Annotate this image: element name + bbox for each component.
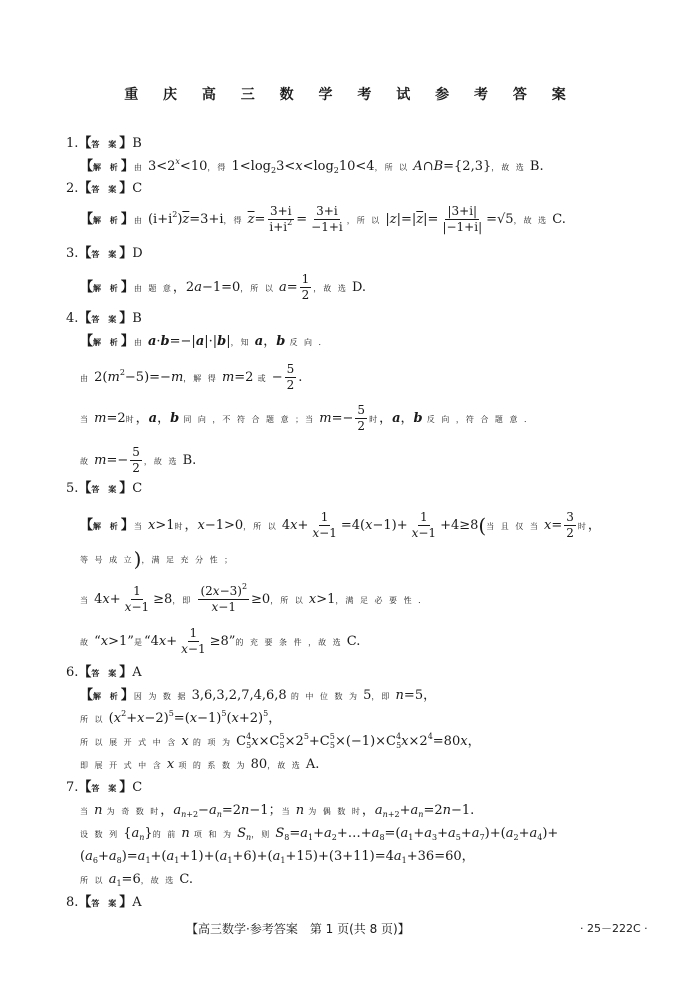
question-2-answer-line: 2.【答 案】C — [66, 181, 143, 196]
question-7-answer: C — [132, 780, 143, 795]
question-5-answer: C — [132, 481, 143, 496]
question-3-analysis: 【解 析】由 题 意，2a−1=0，所 以 a= $\frac{1}{2}$ ，故 选 D. — [80, 272, 367, 302]
question-7-analysis-line-3: $(a_6+a_8)=a_1+(a_1+1)+(a_1+6)+(a_1+15)+(3+11)=4a_1+36=60$， — [80, 849, 475, 865]
question-4-analysis-line-2: 由 $2(m^2-5)=-m$，解 得 m=2 或 − $\frac{5}{2}$ . — [80, 362, 303, 392]
question-7-analysis-line-1: 当 n 为 奇 数 时，$a_{n+2}-a_n=2n-1$；当 n 为 偶 数 时，$a_{n+2}+a_n=2n-1$. — [80, 803, 475, 819]
question-5-analysis-line-3: 当 4x+ $\frac{1}{x-1}$ ≥8，即 $\frac{(2x-3)^2}{x-1}$ ≥0，所 以 x>1，满 足 必 要 性 ． — [80, 582, 429, 614]
question-1-analysis: 【解 析】由 $3<2^x<10$，得 $1<\log_23<x<\log_210<4$，所 以 A∩B={2,3}，故 选 B. — [80, 157, 544, 175]
question-5-analysis-line-2: 等 号 成 立)，满 足 充 分 性 ； — [80, 547, 235, 571]
question-6-analysis-line-2: 所 以 $(x^2+x-2)^5=(x-1)^5(x+2)^5$， — [80, 709, 282, 726]
question-6-answer: A — [132, 665, 142, 680]
question-4-answer: B — [132, 311, 142, 326]
page-footer: 【高三数学·参考答案 第 1 页(共 8 页)】 — [186, 922, 410, 936]
question-4-analysis-line-1: 【解 析】由 a·b=−|a|·|b|，知 a，b 反 向 ． — [80, 334, 329, 349]
question-7-answer-line: 7.【答 案】C — [66, 780, 143, 795]
question-3-answer: D — [132, 246, 143, 261]
question-6-analysis-line-3: 所 以 展 开 式 中 含 x 的 项 为 $C^4_5x\times C^5_5\times 2^5+C^5_5\times(-1)\times C^4_5x\times 2^4=80x$， — [80, 732, 481, 750]
question-7-analysis-line-2: 设 数 列 $\{a_n\}$的 前 n 项 和 为 $S_n$，则 $S_8=a_1+a_2+\dots+a_8=(a_1+a_3+a_5+a_7)+(a_2+a_4)+$ — [80, 826, 559, 842]
question-4-answer-line: 4.【答 案】B — [66, 311, 142, 326]
question-5-analysis-line-1: 【解 析】当 x>1时，x−1>0，所 以 4x+ $\frac{1}{x-1}$ =4(x−1)+ $\frac{1}{x-1}$ +4≥8(当 且 仅 当 x= $\frac{3}{2}$ 时， — [80, 510, 601, 540]
question-7-analysis-line-4: 所 以 $a_1=6$，故 选 C. — [80, 872, 194, 888]
question-8-answer: A — [132, 895, 142, 910]
question-4-analysis-line-4: 故 m=− $\frac{5}{2}$ ，故 选 B. — [80, 445, 197, 475]
page-title: 重 庆 高 三 数 学 考 试 参 考 答 案 — [124, 87, 576, 103]
question-1-answer-line: 1.【答 案】B — [66, 136, 142, 151]
question-6-analysis-line-1: 【解 析】因 为 数 据 3,6,3,2,7,4,6,8 的 中 位 数 为 5，即 n=5， — [80, 688, 437, 703]
question-1-answer: B — [132, 136, 142, 151]
question-3-answer-line: 3.【答 案】D — [66, 246, 143, 261]
question-5-analysis-line-4: 故 “x>1”是“4x+ $\frac{1}{x-1}$ ≥8”的 充 要 条 件 ，故 选 C. — [80, 626, 361, 656]
question-4-analysis-line-3: 当 m=2时，a，b 同 向 ，不 符 合 题 意 ；当 m=− $\frac{5}{2}$ 时，a，b 反 向 ，符 合 题 意 ． — [80, 403, 535, 433]
question-2-answer: C — [132, 181, 143, 196]
question-8-answer-line: 8.【答 案】A — [66, 895, 142, 910]
question-2-analysis: 【解 析】由 $(i+i^2)\overline{z}=3+i$，得 $\overline{z}=$ $\frac{3+i}{i+i^2}$ = $\frac{3+i}{-1+i}$ ，所 以 $|z|=|\overline{z}|=$ $\frac{|3+i|}{|-1+i|}$ =√5，故 选 C. — [80, 204, 566, 234]
exam-code: · 25－222C · — [580, 922, 648, 935]
question-5-answer-line: 5.【答 案】C — [66, 481, 143, 496]
question-6-answer-line: 6.【答 案】A — [66, 665, 142, 680]
question-6-analysis-line-4: 即 展 开 式 中 含 x 项 的 系 数 为 80，故 选 A. — [80, 757, 320, 772]
